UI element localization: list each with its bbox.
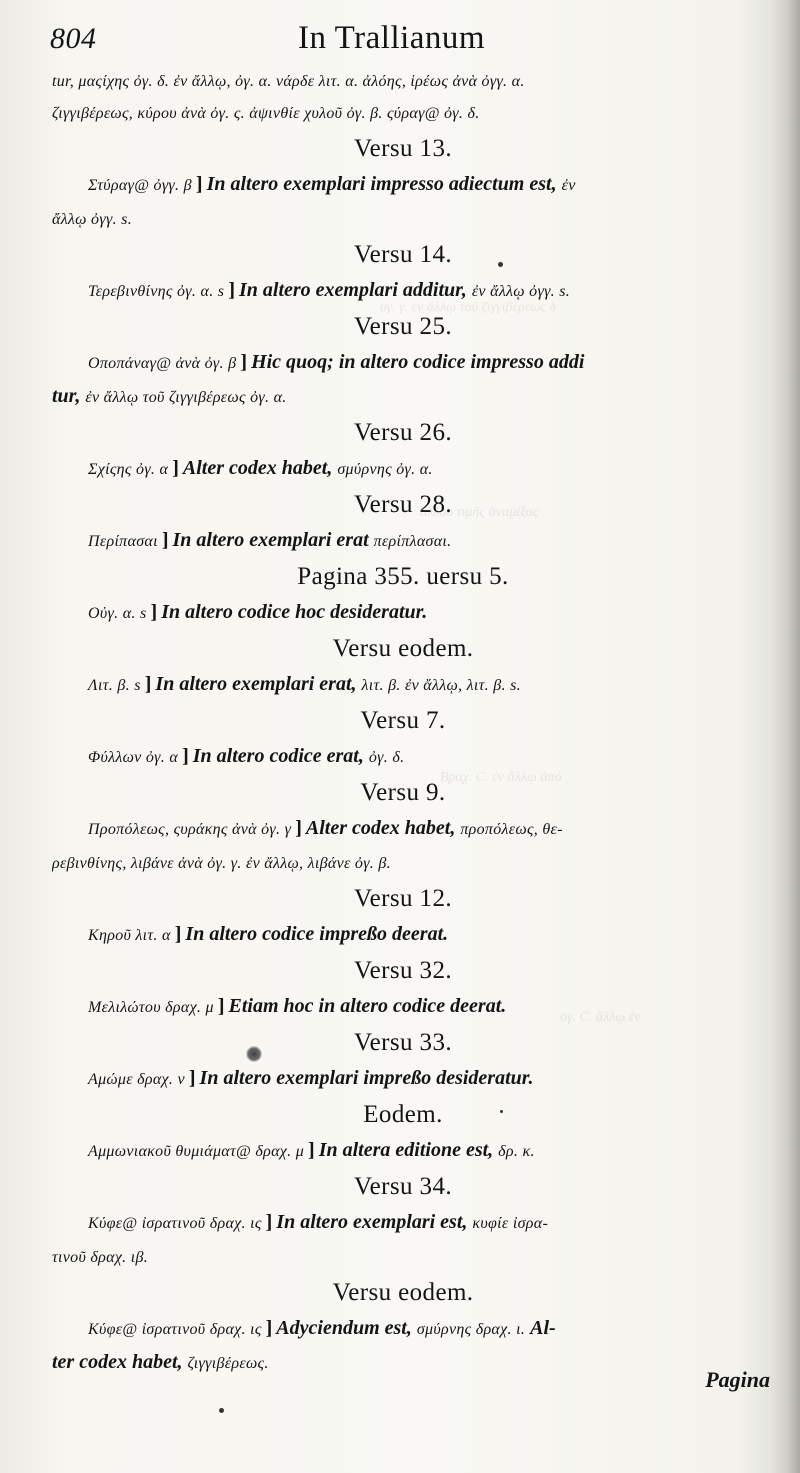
closing-bracket: ] <box>188 1067 196 1089</box>
greek-variant: κυφίε ἰσρα- <box>472 1215 549 1232</box>
greek-lemma: Στύραγ@ ὀγγ. β <box>88 177 192 194</box>
apparatus-entry <box>52 812 754 846</box>
section-heading: Pagina 355. uersu 5. <box>297 563 509 590</box>
apparatus-entry <box>52 918 754 952</box>
section-heading: Versu 9. <box>360 779 446 806</box>
greek-lemma: Κύφε@ ἰσρατινοῦ δραχ. ις <box>88 1215 262 1232</box>
page-header <box>50 18 760 66</box>
section-heading: Versu 28. <box>353 491 453 518</box>
latin-note: In altero exemplari erat, <box>155 673 357 695</box>
page-body <box>52 66 754 1380</box>
greek-lemma: Προπόλεως, ςυράκης ἀνὰ ὀγ. γ <box>88 821 292 838</box>
latin-note: In altera editione est, <box>318 1139 494 1161</box>
latin-note-tail: Al- <box>530 1317 556 1339</box>
closing-bracket: ] <box>195 173 203 195</box>
running-title: In Trallianum <box>298 20 486 56</box>
closing-bracket: ] <box>161 529 169 551</box>
apparatus-continuation <box>52 380 754 414</box>
greek-continuation: ἐν ἄλλῳ τοῦ ζιγγιβέρεως ὀγ. α. <box>85 389 287 406</box>
greek-variant: ἐν <box>561 177 576 194</box>
closing-bracket: ] <box>144 673 152 695</box>
closing-bracket: ] <box>295 817 302 839</box>
latin-note: In altero exemplari est, <box>276 1211 468 1233</box>
bleed-through-text: Βραχ. Ϲ. ἐν ἄλλῳ ἀπό <box>440 770 562 785</box>
greek-variant: δρ. κ. <box>498 1143 535 1160</box>
greek-lemma: Σχίςης ὀγ. α <box>88 461 169 478</box>
latin-note: In altero exemplari additur, <box>239 279 467 301</box>
section-heading: Versu 12. <box>353 885 453 912</box>
greek-continuation: ἄλλῳ ὀγγ. s. <box>52 211 132 228</box>
page-edge-shadow <box>770 0 800 1473</box>
latin-note: In altero codice impreßo deerat. <box>185 923 449 945</box>
apparatus-entry <box>52 1062 754 1096</box>
opening-line: tur, μαςίχης ὀγ. δ. ἐν ἄλλῳ, ὀγ. α. νάρδε λιτ. α. ἀλόης, ἱρέως ἀνὰ ὀγγ. α. <box>52 73 525 90</box>
greek-lemma: Κηροῦ λιτ. α <box>88 927 171 944</box>
greek-lemma: Μελιλώτου δραχ. μ <box>88 999 214 1016</box>
greek-lemma: Τερεβινθίνης ὀγ. α. s <box>88 283 225 300</box>
latin-note: Adyciendum est, <box>276 1317 412 1339</box>
closing-bracket: ] <box>265 1317 273 1339</box>
greek-continuation: τινοῦ δραχ. ιβ. <box>52 1249 149 1266</box>
latin-note: In altero codice erat, <box>192 745 364 767</box>
latin-note: In altero codice hoc desideratur. <box>161 601 428 623</box>
section-heading: Versu eodem. <box>332 1279 474 1306</box>
page-number: 804 <box>50 22 97 55</box>
opening-line: ζιγγιβέρεως, κύρου ἀνὰ ὀγ. ς. ἀψινθίε χυλοῦ ὀγ. β. ςύραγ@ ὀγ. δ. <box>52 105 480 122</box>
apparatus-entry <box>52 740 754 774</box>
apparatus-entry <box>52 346 754 380</box>
apparatus-entry <box>52 1312 754 1346</box>
greek-lemma: Λιτ. β. s <box>88 677 141 694</box>
apparatus-entry <box>52 990 754 1024</box>
apparatus-entry <box>52 168 754 202</box>
section-heading: Versu 7. <box>360 707 446 734</box>
latin-note: In altero exemplari erat <box>172 529 369 551</box>
apparatus-entry <box>52 1206 754 1240</box>
latin-note: Etiam hoc in altero codice deerat. <box>228 995 507 1017</box>
latin-continuation: tur, <box>52 385 81 407</box>
greek-variant: ὀγ. δ. <box>368 749 405 766</box>
apparatus-entry <box>52 1134 754 1168</box>
greek-lemma: Αμμωνιακοῦ θυμιάματ@ δραχ. μ <box>88 1143 305 1160</box>
greek-lemma: Οὐγ. α. s <box>88 605 147 622</box>
latin-note: Hic quoq; in altero codice impresso addi <box>251 351 585 373</box>
greek-lemma: Κύφε@ ἰσρατινοῦ δραχ. ις <box>88 1321 262 1338</box>
latin-note: In altero exemplari impreßo desideratur. <box>199 1067 534 1089</box>
greek-variant: σμύρνης δραχ. ι. <box>416 1321 526 1338</box>
bleed-through-text: ὑγ. γ. ἐν ἄλλῳ τοῦ ζιγγιβέρεως δ <box>380 300 556 315</box>
latin-note: Alter codex habet, <box>182 457 333 479</box>
greek-variant: σμύρνης ὀγ. α. <box>337 461 433 478</box>
latin-note: Alter codex habet, <box>305 817 456 839</box>
apparatus-entry <box>52 274 754 308</box>
bleed-through-text: ὀγ. Ϲ. ἄλλῳ ἐν <box>560 1010 641 1025</box>
closing-bracket: ] <box>150 601 158 623</box>
section-heading: Versu 26. <box>353 419 453 446</box>
apparatus-entry <box>52 668 754 702</box>
section-heading: Versu 13. <box>353 135 453 162</box>
closing-bracket: ] <box>182 745 189 767</box>
closing-bracket: ] <box>172 457 179 479</box>
greek-variant: περίπλασαι. <box>373 533 452 550</box>
greek-continuation: ρεβινθίνης, λιβάνε ἀνὰ ὀγ. γ. ἐν ἄλλῳ, λιβάνε ὀγ. β. <box>52 855 391 872</box>
latin-note: In altero exemplari impresso adiectum est, <box>206 173 557 195</box>
greek-lemma: Οποπάναγ@ ἀνὰ ὀγ. β <box>88 355 237 372</box>
section-heading: Versu 14. <box>353 241 453 268</box>
apparatus-entry <box>52 524 754 558</box>
apparatus-continuation <box>52 846 754 880</box>
section-heading: Versu 34. <box>353 1173 453 1200</box>
section-heading: Versu 25. <box>353 313 453 340</box>
greek-continuation: ζιγγιβέρεως. <box>187 1355 269 1372</box>
greek-variant: ἐν ἄλλῳ ὀγγ. s. <box>471 283 571 300</box>
ink-speck <box>219 1408 224 1413</box>
apparatus-continuation <box>52 1346 754 1380</box>
closing-bracket: ] <box>228 279 235 301</box>
closing-bracket: ] <box>240 351 248 373</box>
apparatus-continuation <box>52 202 754 236</box>
section-heading: Versu eodem. <box>332 635 474 662</box>
section-heading: Versu 32. <box>353 957 453 984</box>
closing-bracket: ] <box>265 1211 273 1233</box>
closing-bracket: ] <box>174 923 182 945</box>
catchword: Pagina <box>705 1367 770 1392</box>
greek-variant: λιτ. β. ἐν ἄλλῳ, λιτ. β. s. <box>361 677 521 694</box>
greek-lemma: Αμώμε δραχ. ν <box>88 1071 185 1088</box>
apparatus-entry <box>52 596 754 630</box>
section-heading: Versu 33. <box>353 1029 453 1056</box>
apparatus-continuation <box>52 1240 754 1274</box>
closing-bracket: ] <box>308 1139 315 1161</box>
greek-lemma: Φύλλων ὀγ. α <box>88 749 179 766</box>
greek-variant: προπόλεως, θε- <box>460 821 563 838</box>
apparatus-entry <box>52 452 754 486</box>
closing-bracket: ] <box>217 995 225 1017</box>
bleed-through-text: ἄλλου τιμῆς ἀναμίξας <box>420 505 539 520</box>
section-heading: Eodem. <box>363 1101 443 1128</box>
greek-lemma: Περίπασαι <box>88 533 158 550</box>
latin-continuation: ter codex habet, <box>52 1351 183 1373</box>
